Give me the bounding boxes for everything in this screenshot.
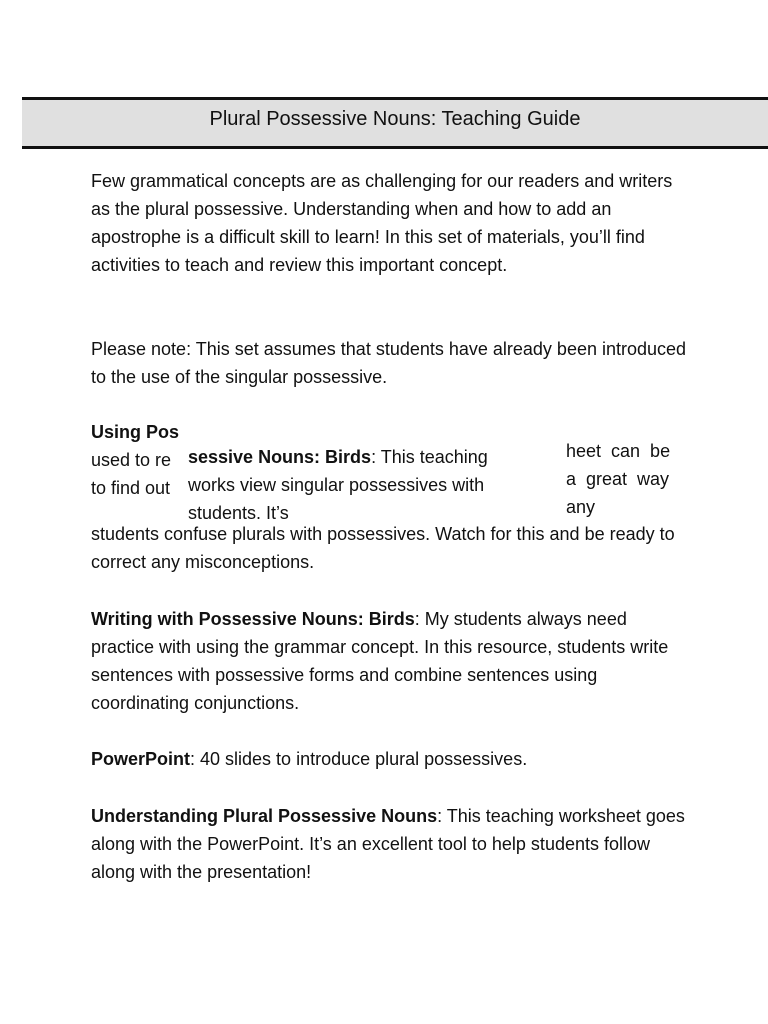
using-right-line2: a great way [566, 469, 670, 489]
writing-heading: Writing with Possessive Nouns: Birds [91, 609, 415, 629]
understanding-text: : This teaching worksheet goes along with the PowerPoint. It’s an excellent tool to help students follow along with the presentation! [91, 806, 685, 882]
powerpoint-paragraph [91, 745, 691, 773]
writing-paragraph [91, 605, 691, 717]
page-title: Plural Possessive Nouns: Teaching Guide [209, 108, 581, 130]
using-continuation: students confuse plurals with possessives. Watch for this and be ready to correct any misconceptions. [91, 524, 675, 572]
using-right-line3: any [566, 497, 596, 517]
using-right-line1: heet can be [566, 441, 671, 461]
using-mid-rest: : This teaching [371, 447, 488, 467]
writing-text: : My students always need practice with using the grammar concept. In this resource, students write sentences with possessive forms and combine sentences using coordinating conjunctions. [91, 609, 669, 713]
note-paragraph: Please note: This set assumes that students have already been introduced to the use of the singular possessive. [91, 339, 687, 387]
using-left-heading: Using Pos [91, 422, 180, 442]
understanding-heading: Understanding Plural Possessive Nouns [91, 806, 438, 826]
using-mid-heading: sessive Nouns: Birds [188, 447, 372, 467]
understanding-paragraph [91, 802, 691, 886]
powerpoint-text: : 40 slides to introduce plural possessives. [190, 749, 528, 769]
using-mid-line2: works view singular possessives with [188, 475, 485, 495]
intro-paragraph: Few grammatical concepts are as challenging for our readers and writers as the plural possessive. Understanding when and how to add an apostrophe is a difficult skill to learn! In this set of materials, you’ll find activities to teach and review this important concept. [91, 171, 673, 275]
using-mid-line1 [188, 443, 488, 471]
title-band [22, 97, 768, 149]
using-left-line3: to find out [91, 478, 171, 498]
powerpoint-heading: PowerPoint [91, 749, 191, 769]
using-mid-line3: students. It’s [188, 503, 289, 523]
using-left-line2: used to re [91, 450, 172, 470]
